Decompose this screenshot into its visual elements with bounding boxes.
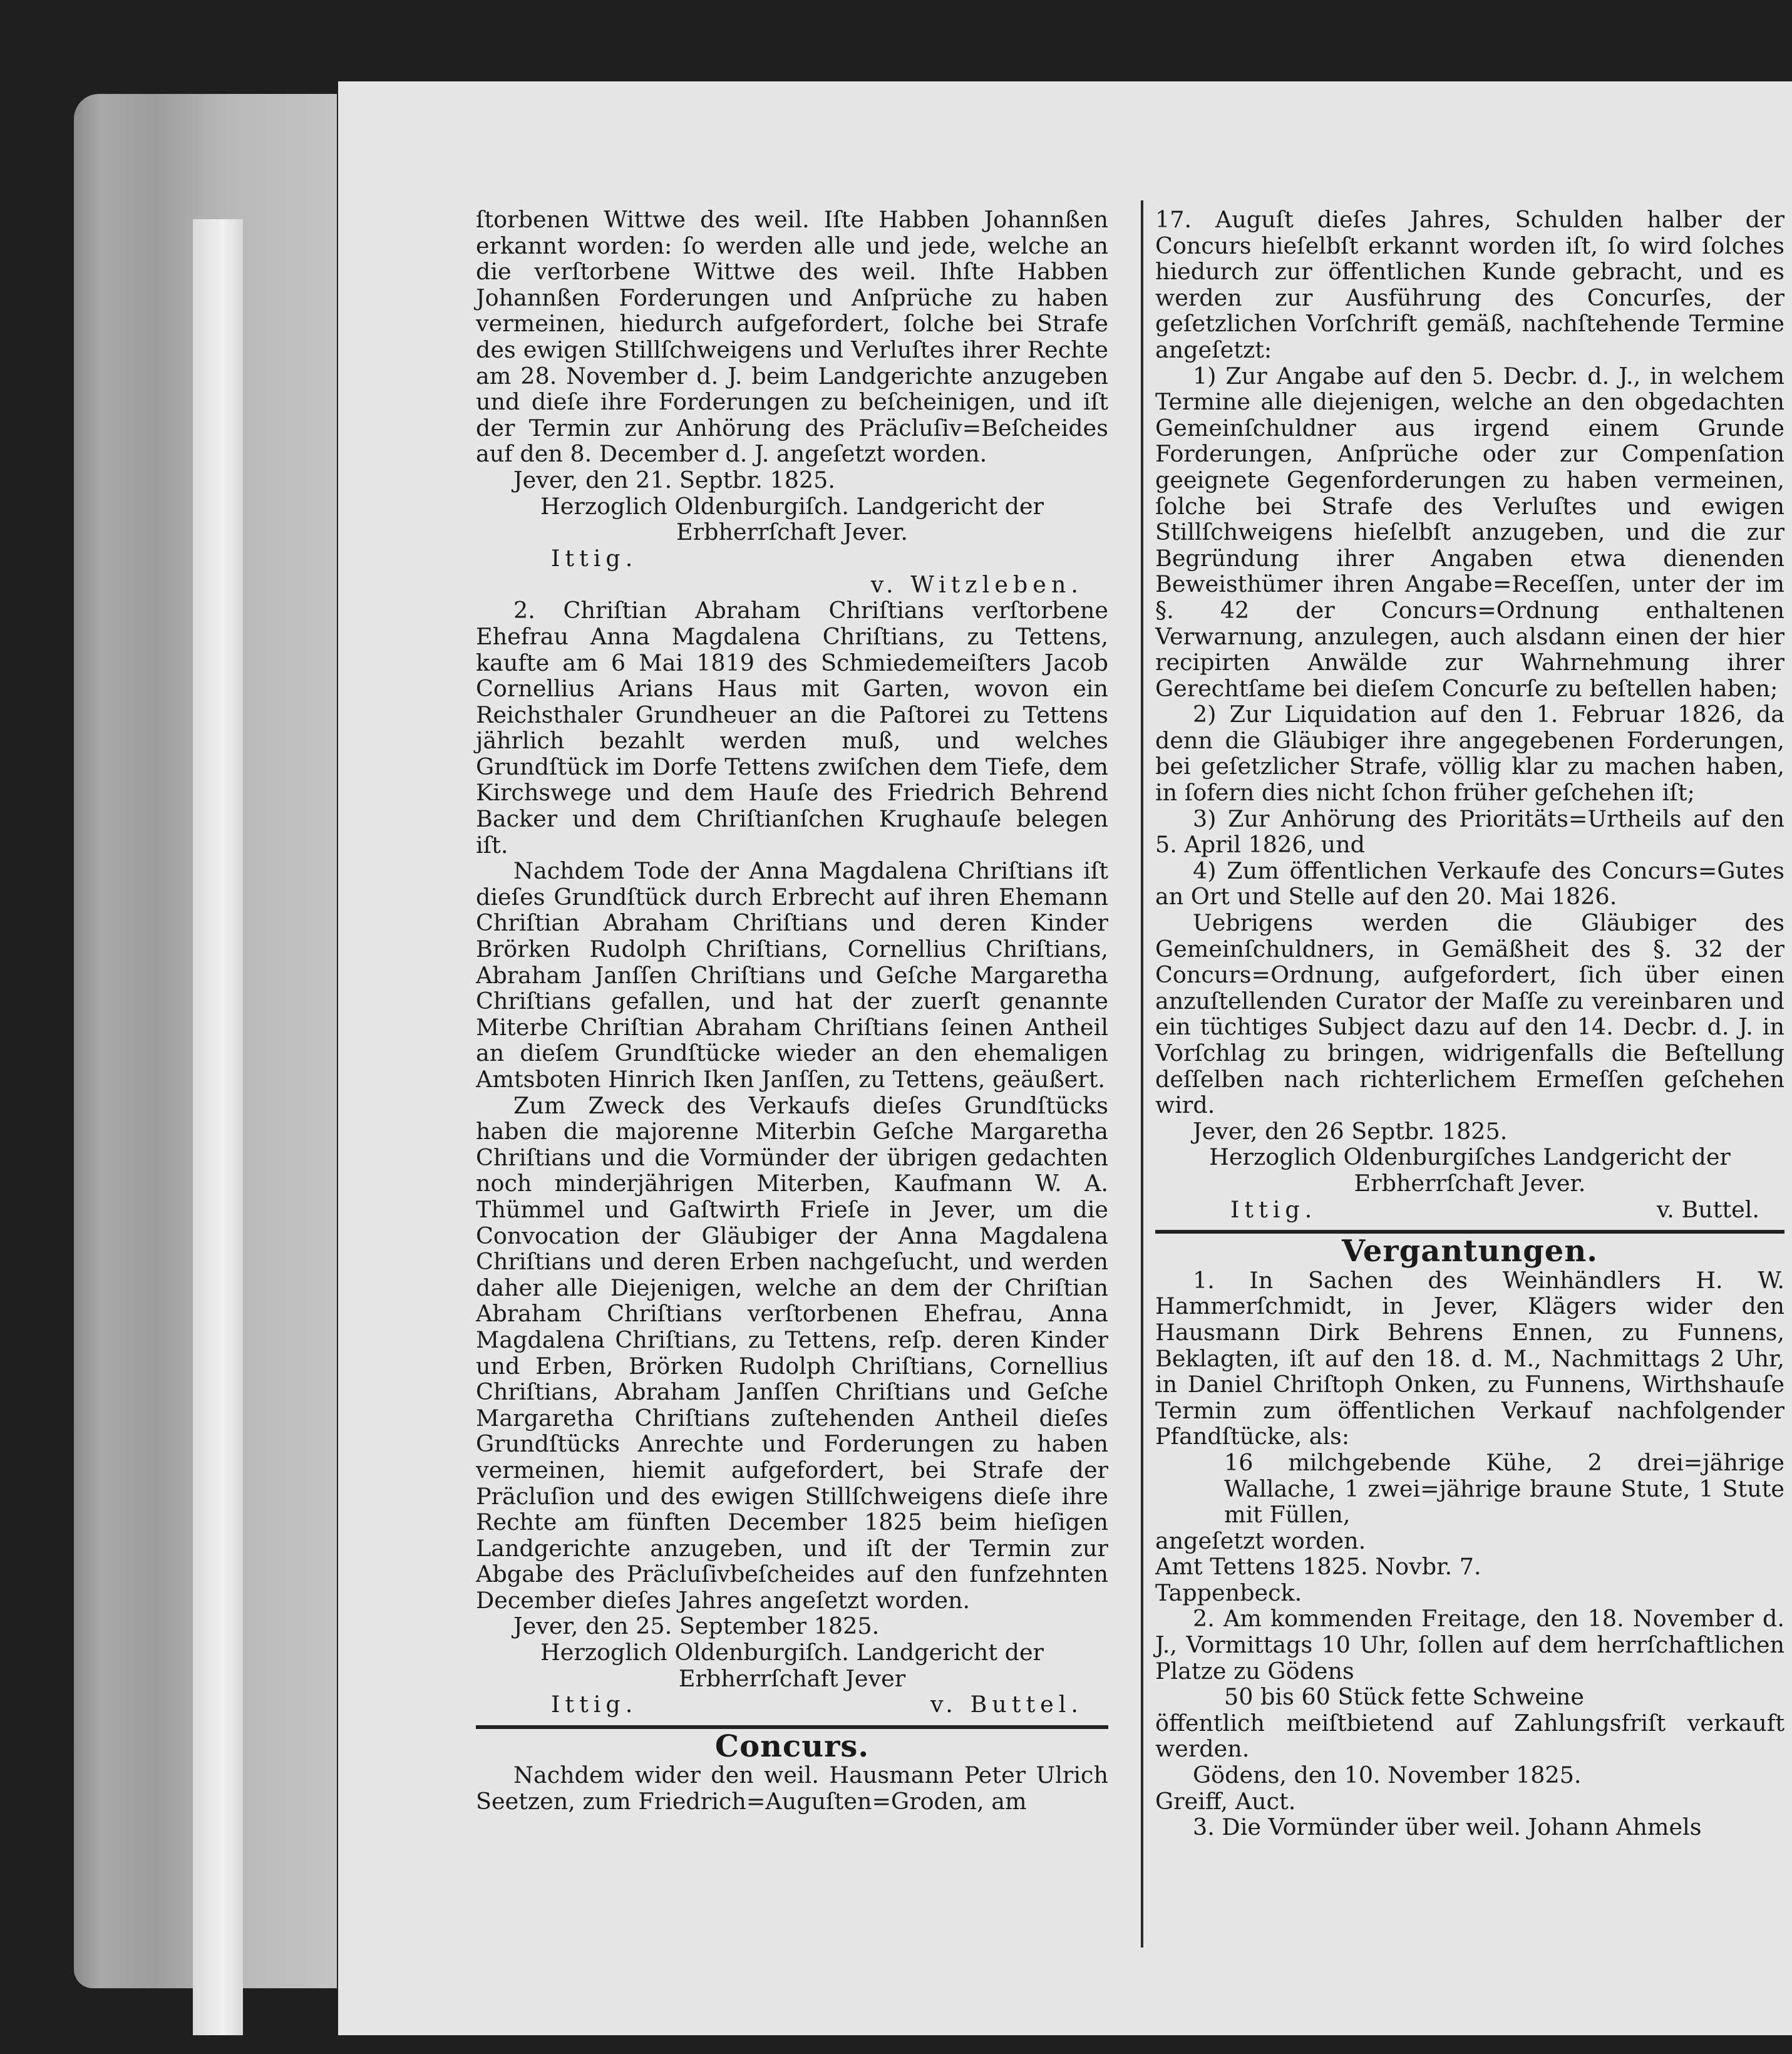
notice-text: 17. Auguſt dieſes Jahres, Schulden halber der Concurs hieſelbſt erkannt worden iſt, ſo wird ſolches hiedurch zur öffentlichen Kunde gebracht, und es werden zur Ausführung des Concurſes, der geſetzlichen Vorſchrift gemäß, nachſtehende Termine angeſetzt:	[1155, 206, 1784, 363]
notice-date: Amt Tettens 1825. Novbr. 7.	[1155, 1553, 1481, 1581]
notice-date: Jever, den 26 Septbr. 1825.	[1193, 1117, 1508, 1145]
signature-line	[476, 545, 1108, 598]
signature-right: v. Buttel.	[930, 1691, 1083, 1718]
newspaper-page	[338, 81, 1792, 2035]
term-item: 3) Zur Anhörung des Prioritäts=Urtheils auf den 5. April 1826, und	[1155, 805, 1784, 859]
notice-text: 3. Die Vormünder über weil. Johann Ahmels	[1193, 1814, 1702, 1841]
section-heading: Vergantungen.	[1342, 1234, 1598, 1269]
notice-date: Jever, den 21. Septbr. 1825.	[513, 466, 835, 493]
notice-text: Zum Zweck des Verkaufs dieſes Grundſtücks haben die majorenne Miterbin Geſche Margaretha Chriſtians und die Vormünder der übrigen gedachten noch minderjährigen Miterben, Kaufmann W. A. Thümmel und Gaſtwirth Frieſe in Jever, um die Convocation der Gläubiger der Anna Magdalena Chriſtians und deren Erben nachgeſucht, und werden daher alle Diejenigen, welche an dem der Chriſtian Abraham Chriſtians verſtorbenen Ehefrau, Anna Magdalena Chriſtians, zu Tettens, reſp. deren Kinder und Erben, Brörken Rudolph Chriſtians, Cornellius Chriſtians, Abraham Janſſen Chriſtians und Geſche Margaretha Chriſtians zuſtehenden Antheil dieſes Grundſtücks Anrechte und Forderungen zu haben vermeinen, hiemit aufgefordert, bei Strafe der Präcluſion und des ewigen Stillſchweigens dieſe ihre Rechte am fünften December 1825 beim hieſigen Landgerichte anzugeben, und iſt der Termin zur Abgabe des Präcluſivbeſcheides auf den funfzehnten December dieſes Jahres angeſetzt worden.	[476, 1092, 1108, 1614]
signature-right: v. Witzleben.	[870, 570, 1083, 598]
court-name: Herzoglich Oldenburgiſches Landgericht der Erbherrſchaft Jever.	[1209, 1143, 1731, 1197]
signature-left: Ittig.	[1230, 1195, 1317, 1223]
term-item: 4) Zum öffentlichen Verkaufe des Concurs=Gutes an Ort und Stelle auf den 20. Mai 1826.	[1155, 857, 1784, 911]
notice-date: Gödens, den 10. November 1825.	[1193, 1762, 1582, 1789]
signature-line	[476, 1691, 1108, 1718]
notice-text: 1. In Sachen des Weinhändlers H. W. Hammerſchmidt, in Jever, Klägers wider den Hausmann Dirk Behrens Ennen, zu Funnens, Beklagten, iſt auf den 18. d. M., Nachmittags 2 Uhr, in Daniel Chriſtoph Onken, zu Funnens, Wirthshauſe Termin zum öffentlichen Verkauf nachfolgender Pfandſtücke, als:	[1155, 1266, 1784, 1450]
notice-text: 2. Chriſtian Abraham Chriſtians verſtorbene Ehefrau Anna Magdalena Chriſtians, zu Tettens, kaufte am 6 Mai 1819 des Schmiedemeiſters Jacob Cornellius Arians Haus mit Garten, wovon ein Reichsthaler Grundheuer an die Paſtorei zu Tettens jährlich bezahlt werden muß, und welches Grundſtück im Dorfe Tettens zwiſchen dem Tiefe, dem Kirchswege und dem Hauſe des Friedrich Behrend Backer und dem Chriſtianſchen Krughauſe belegen iſt.	[476, 597, 1108, 859]
item-list: 16 milchgebende Kühe, 2 drei=jährige Wallache, 1 zwei=jährige braune Stute, 1 Stute mit Füllen,	[1224, 1448, 1784, 1529]
term-item: 2) Zur Liquidation auf den 1. Februar 1826, da denn die Gläubiger ihre angegebenen Forderungen, bei geſetzlicher Strafe, völlig klar zu machen haben, in ſofern dies nicht ſchon früher geſchehen iſt;	[1155, 701, 1784, 807]
notice-text: angeſetzt worden.	[1155, 1527, 1366, 1554]
signature-left: Ittig.	[551, 544, 638, 572]
signature: Tappenbeck.	[1155, 1579, 1302, 1606]
page-fore-edge	[193, 219, 243, 2035]
court-name: Herzoglich Oldenburgiſch. Landgericht der Erbherrſchaft Jever	[540, 1639, 1044, 1692]
book-page-edges	[74, 94, 337, 1988]
notice-text: Nachdem wider den weil. Hausmann Peter Ulrich Seetzen, zum Friedrich=Auguſten=Groden, am	[476, 1762, 1108, 1815]
term-item: 1) Zur Angabe auf den 5. Decbr. d. J., in welchem Termine alle diejenigen, welche an den obgedachten Gemeinſchuldner aus irgend einem Grunde Forderungen, Anſprüche oder zur Compenſation geeignete Gegenforderungen zu haben vermeinen, ſolche bei Strafe des Verluſtes und ewigen Stillſchweigens hieſelbſt anzugeben, und die zur Begründung ihrer Angaben etwa dienenden Beweisthümer ihren Angabe=Receſſen, unter der im §. 42 der Concurs=Ordnung enthaltenen Verwarnung, anzulegen, auch alsdann einen der hier recipirten Anwälde zur Wahrnehmung ihrer Gerechtſame bei dieſem Concurſe zu beſtellen haben;	[1155, 362, 1784, 702]
left-column	[476, 207, 1108, 1815]
item-list: 50 bis 60 Stück fette Schweine	[1224, 1683, 1585, 1711]
notice-text: Nachdem Tode der Anna Magdalena Chriſtians iſt dieſes Grundſtück durch Erbrecht auf ihren Ehemann Chriſtian Abraham Chriſtians und deren Kinder Brörken Rudolph Chriſtians, Cornellius Chriſtians, Abraham Janſſen Chriſtians und Geſche Margaretha Chriſtians gefallen, und hat der zuerſt genannte Miterbe Chriſtian Abraham Chriſtians ſeinen Antheil an dieſem Grundſtücke wieder an den ehemaligen Amtsboten Hinrich Iken Janſſen, zu Tettens, geäußert.	[476, 857, 1108, 1093]
court-name: Herzoglich Oldenburgiſch. Landgericht der Erbherrſchaft Jever.	[540, 492, 1044, 546]
section-divider	[476, 1725, 1108, 1729]
notice-text: ſtorbenen Wittwe des weil. Iſte Habben Johannßen erkannt worden: ſo werden alle und jede, welche an die verſtorbene Wittwe des weil. Ihſte Habben Johannßen Forderungen und Anſprüche zu haben vermeinen, hiedurch aufgefordert, ſolche bei Strafe des ewigen Stillſchweigens und Verluſtes ihrer Rechte am 28. November d. J. beim Landgerichte anzugeben und dieſe ihre Forderungen zu beſcheinigen, und iſt der Termin zur Anhörung des Präcluſiv=Beſcheides auf den 8. December d. J. angeſetzt worden.	[476, 206, 1108, 468]
notice-text: Uebrigens werden die Gläubiger des Gemeinſchuldners, in Gemäßheit des §. 32 der Concurs=Ordnung, aufgefordert, ſich über einen anzuſtellenden Curator der Maſſe zu vereinbaren und ein tüchtiges Subject dazu auf den 14. Decbr. d. J. in Vorſchlag zu bringen, widrigenfalls die Beſtellung deſſelben nach richterlichem Ermeſſen geſchehen wird.	[1155, 909, 1784, 1119]
signature: Greiff, Auct.	[1155, 1787, 1296, 1815]
notice-text: 2. Am kommenden Freitage, den 18. November d. J., Vormittags 10 Uhr, ſollen auf dem herrſchaftlichen Platze zu Gödens	[1155, 1605, 1784, 1685]
signature-left: Ittig.	[551, 1691, 638, 1718]
column-divider	[1141, 200, 1143, 1948]
section-heading: Concurs.	[714, 1728, 870, 1764]
signature-line	[1155, 1197, 1784, 1223]
notice-date: Jever, den 25. September 1825.	[513, 1613, 880, 1640]
signature-right: v. Buttel.	[1656, 1195, 1759, 1223]
right-column	[1155, 207, 1784, 1840]
notice-text: öffentlich meiſtbietend auf Zahlungsfriſt verkauft werden.	[1155, 1709, 1784, 1763]
